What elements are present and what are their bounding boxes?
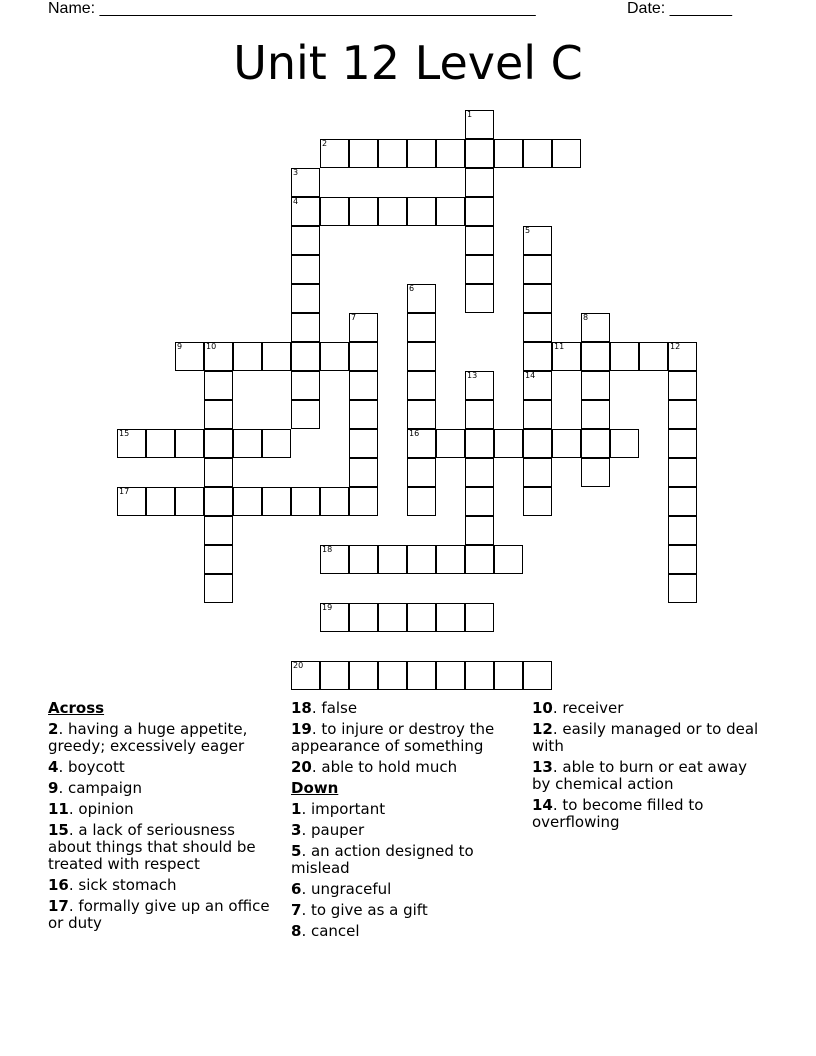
grid-cell[interactable]: [407, 429, 436, 458]
grid-cell[interactable]: [668, 458, 697, 487]
grid-cell[interactable]: [465, 458, 494, 487]
grid-cell[interactable]: [668, 487, 697, 516]
cell-number: 14: [525, 371, 536, 380]
grid-cell[interactable]: [494, 139, 523, 168]
name-field[interactable]: Name: _________________________________________________: [48, 0, 536, 17]
grid-cell[interactable]: [291, 284, 320, 313]
grid-cell[interactable]: [494, 545, 523, 574]
grid-cell[interactable]: [581, 342, 610, 371]
grid-cell[interactable]: [407, 661, 436, 690]
grid-cell[interactable]: [436, 139, 465, 168]
grid-cell[interactable]: [436, 603, 465, 632]
grid-cell[interactable]: [465, 110, 494, 139]
grid-cell[interactable]: [436, 429, 465, 458]
cell-number: 9: [177, 342, 183, 351]
grid-cell[interactable]: [465, 487, 494, 516]
grid-cell[interactable]: [523, 371, 552, 400]
grid-cell[interactable]: [146, 487, 175, 516]
grid-cell[interactable]: [378, 197, 407, 226]
down-heading: Down: [291, 779, 339, 797]
grid-cell[interactable]: [523, 661, 552, 690]
grid-cell[interactable]: [465, 255, 494, 284]
grid-cell[interactable]: [349, 400, 378, 429]
grid-cell[interactable]: [204, 487, 233, 516]
clue-down-14: 14. to become filled to overflowing: [532, 796, 704, 831]
clue-down-12: 12. easily managed or to deal with: [532, 720, 759, 755]
grid-cell[interactable]: [523, 284, 552, 313]
grid-cell[interactable]: [407, 458, 436, 487]
grid-cell[interactable]: [407, 342, 436, 371]
clue-down-10: 10. receiver: [532, 699, 624, 717]
grid-cell[interactable]: [291, 226, 320, 255]
grid-cell[interactable]: [407, 313, 436, 342]
grid-cell[interactable]: [262, 487, 291, 516]
cell-number: 4: [293, 197, 299, 206]
cell-number: 5: [525, 226, 531, 235]
grid-cell[interactable]: [407, 487, 436, 516]
grid-cell[interactable]: [349, 429, 378, 458]
cell-number: 12: [670, 342, 681, 351]
cell-number: 17: [119, 487, 130, 496]
grid-cell[interactable]: [465, 400, 494, 429]
grid-cell[interactable]: [320, 197, 349, 226]
grid-cell[interactable]: [291, 255, 320, 284]
cell-number: 18: [322, 545, 333, 554]
grid-cell[interactable]: [175, 429, 204, 458]
grid-cell[interactable]: [581, 429, 610, 458]
grid-cell[interactable]: [668, 429, 697, 458]
grid-cell[interactable]: [668, 545, 697, 574]
cell-number: 8: [583, 313, 589, 322]
grid-cell[interactable]: [465, 197, 494, 226]
date-field[interactable]: Date: _______: [627, 0, 732, 17]
grid-cell[interactable]: [291, 661, 320, 690]
grid-cell[interactable]: [436, 661, 465, 690]
grid-cell[interactable]: [407, 284, 436, 313]
grid-cell[interactable]: [668, 400, 697, 429]
grid-cell[interactable]: [320, 139, 349, 168]
clue-down-6: 6. ungraceful: [291, 880, 392, 898]
grid-cell[interactable]: [291, 487, 320, 516]
clue-across-16: 16. sick stomach: [48, 876, 177, 894]
grid-cell[interactable]: [465, 371, 494, 400]
grid-cell[interactable]: [465, 545, 494, 574]
grid-cell[interactable]: [291, 342, 320, 371]
grid-cell[interactable]: [349, 458, 378, 487]
grid-cell[interactable]: [581, 313, 610, 342]
grid-cell[interactable]: [204, 400, 233, 429]
grid-cell[interactable]: [262, 342, 291, 371]
grid-cell[interactable]: [291, 313, 320, 342]
grid-cell[interactable]: [378, 545, 407, 574]
grid-cell[interactable]: [349, 661, 378, 690]
cell-number: 13: [467, 371, 478, 380]
clue-across-2: 2. having a huge appetite, greedy; excessively eager: [48, 720, 248, 755]
clue-across-20: 20. able to hold much: [291, 758, 458, 776]
grid-cell[interactable]: [494, 429, 523, 458]
grid-cell[interactable]: [204, 574, 233, 603]
grid-cell[interactable]: [523, 429, 552, 458]
clue-across-18: 18. false: [291, 699, 358, 717]
grid-cell[interactable]: [204, 545, 233, 574]
grid-cell[interactable]: [146, 429, 175, 458]
grid-cell[interactable]: [523, 458, 552, 487]
grid-cell[interactable]: [349, 313, 378, 342]
grid-cell[interactable]: [204, 371, 233, 400]
grid-cell[interactable]: [349, 139, 378, 168]
grid-cell[interactable]: [320, 603, 349, 632]
cell-number: 6: [409, 284, 415, 293]
clue-down-3: 3. pauper: [291, 821, 365, 839]
grid-cell[interactable]: [407, 400, 436, 429]
grid-cell[interactable]: [436, 545, 465, 574]
grid-cell[interactable]: [523, 313, 552, 342]
across-heading: Across: [48, 699, 105, 717]
grid-cell[interactable]: [610, 429, 639, 458]
grid-cell[interactable]: [610, 342, 639, 371]
grid-cell[interactable]: [465, 139, 494, 168]
grid-cell[interactable]: [262, 429, 291, 458]
grid-cell[interactable]: [233, 487, 262, 516]
grid-cell[interactable]: [668, 342, 697, 371]
grid-cell[interactable]: [291, 400, 320, 429]
clue-across-9: 9. campaign: [48, 779, 142, 797]
clue-column-3: [532, 700, 768, 835]
grid-cell[interactable]: [320, 487, 349, 516]
grid-cell[interactable]: [378, 139, 407, 168]
grid-cell[interactable]: [668, 574, 697, 603]
grid-cell[interactable]: [175, 487, 204, 516]
grid-cell[interactable]: [291, 197, 320, 226]
grid-cell[interactable]: [117, 487, 146, 516]
grid-cell[interactable]: [465, 516, 494, 545]
grid-cell[interactable]: [204, 342, 233, 371]
grid-cell[interactable]: [320, 342, 349, 371]
clue-column-1: [48, 700, 280, 936]
cell-number: 1: [467, 110, 473, 119]
grid-cell[interactable]: [639, 342, 668, 371]
grid-cell[interactable]: [552, 139, 581, 168]
grid-cell[interactable]: [465, 429, 494, 458]
cell-number: 15: [119, 429, 130, 438]
clue-across-17: 17. formally give up an office or duty: [48, 897, 270, 932]
grid-cell[interactable]: [523, 255, 552, 284]
cell-number: 7: [351, 313, 357, 322]
grid-cell[interactable]: [349, 487, 378, 516]
clue-down-5: 5. an action designed to mislead: [291, 842, 474, 877]
grid-cell[interactable]: [581, 458, 610, 487]
grid-cell[interactable]: [233, 429, 262, 458]
grid-cell[interactable]: [204, 516, 233, 545]
grid-cell[interactable]: [349, 603, 378, 632]
grid-cell[interactable]: [668, 516, 697, 545]
clue-across-15: 15. a lack of seriousness about things that should be treated with respect: [48, 821, 256, 873]
grid-cell[interactable]: [523, 226, 552, 255]
grid-cell[interactable]: [233, 342, 262, 371]
cell-number: 11: [554, 342, 565, 351]
grid-cell[interactable]: [523, 342, 552, 371]
grid-cell[interactable]: [523, 139, 552, 168]
clue-down-7: 7. to give as a gift: [291, 901, 428, 919]
grid-cell[interactable]: [349, 371, 378, 400]
grid-cell[interactable]: [349, 545, 378, 574]
grid-cell[interactable]: [465, 168, 494, 197]
grid-cell[interactable]: [378, 603, 407, 632]
grid-cell[interactable]: [668, 371, 697, 400]
grid-cell[interactable]: [436, 197, 465, 226]
grid-cell[interactable]: [552, 342, 581, 371]
grid-cell[interactable]: [320, 545, 349, 574]
clue-across-4: 4. boycott: [48, 758, 125, 776]
grid-cell[interactable]: [204, 429, 233, 458]
cell-number: 16: [409, 429, 420, 438]
grid-cell[interactable]: [523, 487, 552, 516]
cell-number: 2: [322, 139, 328, 148]
grid-cell[interactable]: [349, 342, 378, 371]
grid-cell[interactable]: [581, 400, 610, 429]
grid-cell[interactable]: [291, 168, 320, 197]
grid-cell[interactable]: [175, 342, 204, 371]
clue-down-13: 13. able to burn or eat away by chemical action: [532, 758, 748, 793]
grid-cell[interactable]: [523, 400, 552, 429]
cell-number: 20: [293, 661, 304, 670]
cell-number: 3: [293, 168, 299, 177]
clue-down-8: 8. cancel: [291, 922, 360, 940]
grid-cell[interactable]: [291, 371, 320, 400]
grid-cell[interactable]: [378, 661, 407, 690]
grid-cell[interactable]: [407, 603, 436, 632]
grid-cell[interactable]: [581, 371, 610, 400]
grid-cell[interactable]: [407, 139, 436, 168]
grid-cell[interactable]: [465, 603, 494, 632]
clue-across-19: 19. to injure or destroy the appearance of something: [291, 720, 495, 755]
grid-cell[interactable]: [349, 197, 378, 226]
grid-cell[interactable]: [465, 284, 494, 313]
grid-cell[interactable]: [204, 458, 233, 487]
grid-cell[interactable]: [465, 661, 494, 690]
clue-down-1: 1. important: [291, 800, 386, 818]
clue-column-2: [291, 700, 527, 944]
page-title: Unit 12 Level C: [233, 36, 583, 90]
grid-cell[interactable]: [117, 429, 146, 458]
grid-cell[interactable]: [320, 661, 349, 690]
cell-number: 10: [206, 342, 217, 351]
grid-cell[interactable]: [465, 226, 494, 255]
grid-cell[interactable]: [552, 429, 581, 458]
cell-number: 19: [322, 603, 333, 612]
grid-cell[interactable]: [494, 661, 523, 690]
grid-cell[interactable]: [407, 545, 436, 574]
grid-cell[interactable]: [407, 371, 436, 400]
clue-across-11: 11. opinion: [48, 800, 134, 818]
grid-cell[interactable]: [407, 197, 436, 226]
